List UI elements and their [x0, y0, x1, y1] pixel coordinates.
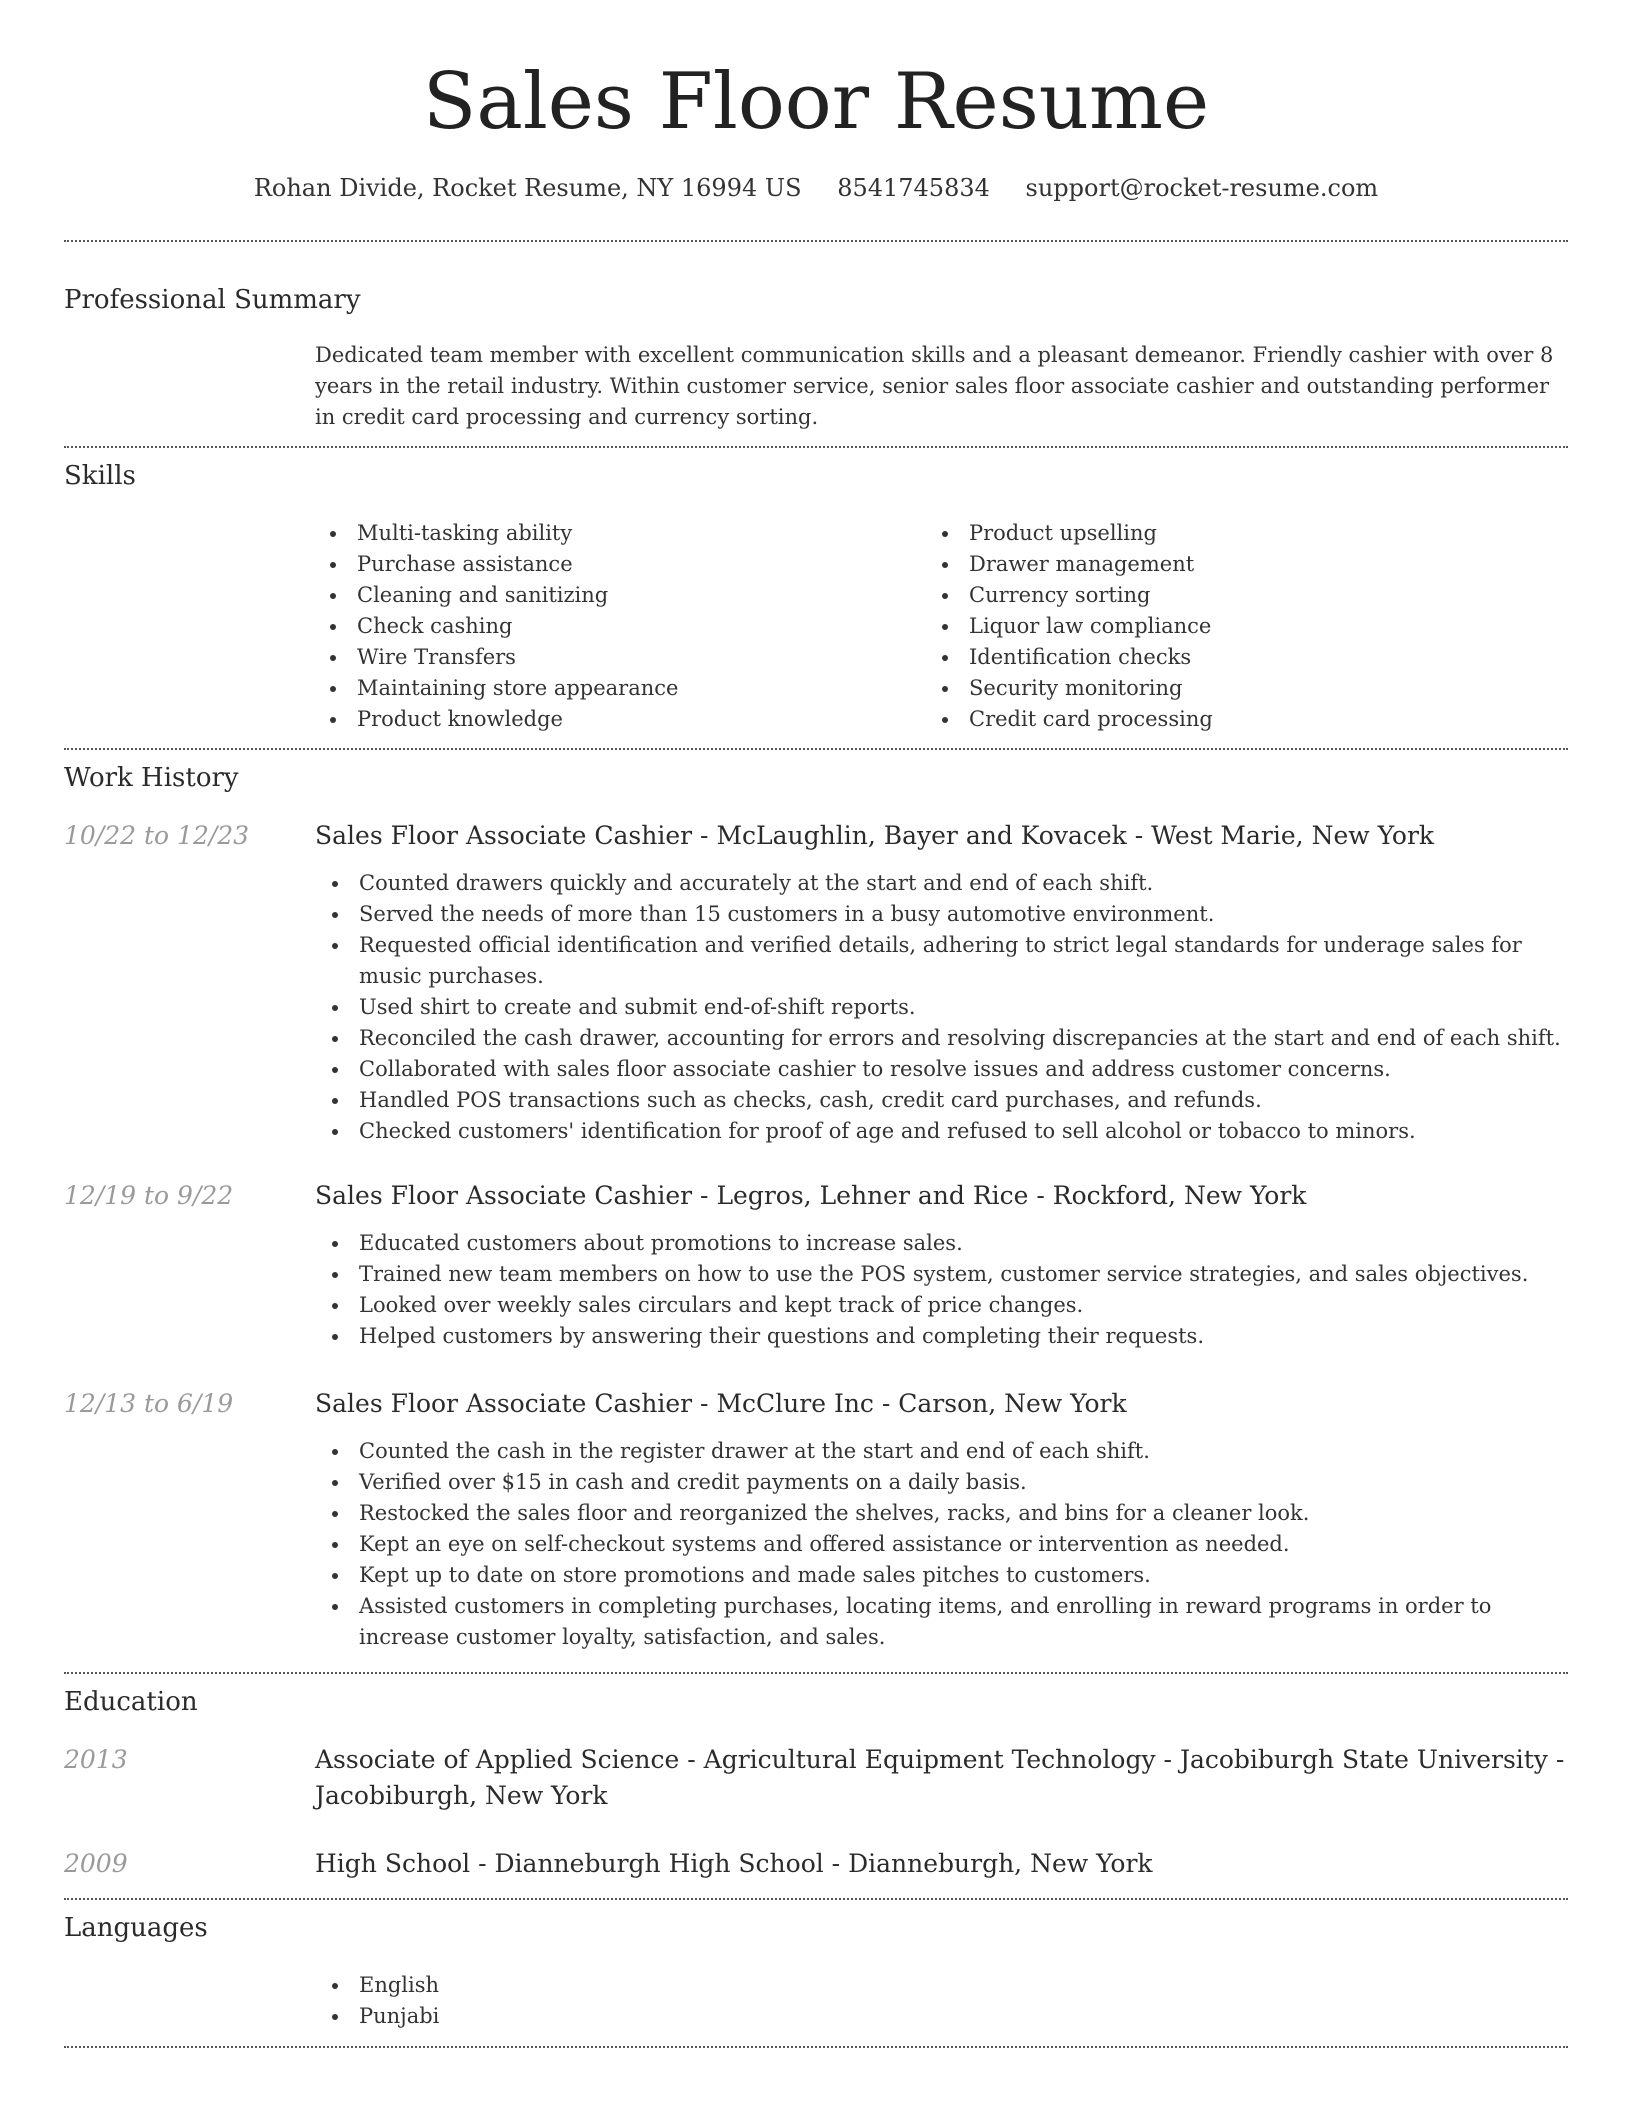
job-bullet: Checked customers' identification for proof of age and refused to sell alcohol or tobacco to minors.: [315, 1116, 1565, 1147]
section-divider: [64, 1672, 1568, 1674]
skills-heading: Skills: [64, 461, 136, 491]
job-bullet: Helped customers by answering their questions and completing their requests.: [315, 1321, 1565, 1352]
contact-line: [0, 170, 1632, 206]
job-bullet-list: [315, 1436, 1565, 1653]
job-bullet: Trained new team members on how to use the POS system, customer service strategies, and sales objectives.: [315, 1259, 1565, 1290]
skill-item: Maintaining store appearance: [313, 673, 913, 704]
job-bullet: Restocked the sales floor and reorganized the shelves, racks, and bins for a cleaner look.: [315, 1498, 1565, 1529]
resume-title: Sales Floor Resume: [422, 57, 1210, 147]
job-title: Sales Floor Associate Cashier - McClure Inc - Carson, New York: [315, 1389, 1127, 1418]
languages-heading: Languages: [64, 1913, 208, 1943]
skills-list-left: [313, 518, 913, 735]
job-bullet: Counted the cash in the register drawer at the start and end of each shift.: [315, 1436, 1565, 1467]
job-bullet: Kept up to date on store promotions and made sales pitches to customers.: [315, 1560, 1565, 1591]
job-dates: 12/13 to 6/19: [64, 1389, 234, 1418]
section-divider: [64, 748, 1568, 750]
skill-item: Product knowledge: [313, 704, 913, 735]
job-bullet: Handled POS transactions such as checks, cash, credit card purchases, and refunds.: [315, 1085, 1565, 1116]
skill-item: Liquor law compliance: [925, 611, 1545, 642]
language-item: Punjabi: [315, 2001, 1565, 2032]
contact-address: Rohan Divide, Rocket Resume, NY 16994 US: [253, 174, 802, 202]
skill-item: Multi-tasking ability: [313, 518, 913, 549]
language-item: English: [315, 1970, 1565, 2001]
languages-list: [315, 1970, 1565, 2032]
contact-email: support@rocket-resume.com: [1025, 174, 1379, 202]
education-year: 2013: [64, 1745, 128, 1774]
job-bullet: Educated customers about promotions to increase sales.: [315, 1228, 1565, 1259]
job-bullet: Served the needs of more than 15 customers in a busy automotive environment.: [315, 899, 1565, 930]
skill-item: Identification checks: [925, 642, 1545, 673]
job-title: Sales Floor Associate Cashier - Legros, Lehner and Rice - Rockford, New York: [315, 1181, 1307, 1210]
skill-item: Product upselling: [925, 518, 1545, 549]
section-divider: [64, 2046, 1568, 2048]
education-heading: Education: [64, 1687, 198, 1717]
job-bullet: Verified over $15 in cash and credit payments on a daily basis.: [315, 1467, 1565, 1498]
contact-phone: 8541745834: [837, 174, 990, 202]
education-title: Associate of Applied Science - Agricultural Equipment Technology - Jacobiburgh State University - Jacobiburgh, New York: [315, 1745, 1565, 1810]
skill-item: Purchase assistance: [313, 549, 913, 580]
skill-item: Security monitoring: [925, 673, 1545, 704]
work-heading: Work History: [64, 763, 239, 793]
job-dates: 12/19 to 9/22: [64, 1181, 234, 1210]
summary-text: Dedicated team member with excellent communication skills and a pleasant demeanor. Friendly cashier with over 8 years in the retail industry. Within customer service, senior sales floor associate cashier and outstanding performer in credit card processing and currency sorting.: [315, 343, 1554, 429]
skill-item: Check cashing: [313, 611, 913, 642]
job-bullet-list: [315, 1228, 1565, 1352]
job-bullet: Assisted customers in completing purchases, locating items, and enrolling in reward programs in order to increase customer loyalty, satisfaction, and sales.: [315, 1591, 1565, 1653]
job-bullet-list: [315, 868, 1565, 1147]
summary-heading: Professional Summary: [64, 285, 361, 315]
job-bullet: Collaborated with sales floor associate cashier to resolve issues and address customer concerns.: [315, 1054, 1565, 1085]
job-title: Sales Floor Associate Cashier - McLaughlin, Bayer and Kovacek - West Marie, New York: [315, 821, 1435, 850]
section-divider: [64, 1898, 1568, 1900]
job-bullet: Used shirt to create and submit end-of-shift reports.: [315, 992, 1565, 1023]
skill-item: Currency sorting: [925, 580, 1545, 611]
education-title: High School - Dianneburgh High School - Dianneburgh, New York: [315, 1849, 1153, 1878]
section-divider: [64, 446, 1568, 448]
skills-list-right: [925, 518, 1545, 735]
job-bullet: Looked over weekly sales circulars and kept track of price changes.: [315, 1290, 1565, 1321]
job-bullet: Reconciled the cash drawer, accounting for errors and resolving discrepancies at the start and end of each shift.: [315, 1023, 1565, 1054]
job-bullet: Kept an eye on self-checkout systems and offered assistance or intervention as needed.: [315, 1529, 1565, 1560]
job-dates: 10/22 to 12/23: [64, 821, 250, 850]
job-bullet: Counted drawers quickly and accurately at the start and end of each shift.: [315, 868, 1565, 899]
section-divider: [64, 240, 1568, 242]
skill-item: Credit card processing: [925, 704, 1545, 735]
skill-item: Drawer management: [925, 549, 1545, 580]
education-year: 2009: [64, 1849, 128, 1878]
job-bullet: Requested official identification and verified details, adhering to strict legal standards for underage sales for music purchases.: [315, 930, 1565, 992]
skill-item: Wire Transfers: [313, 642, 913, 673]
skill-item: Cleaning and sanitizing: [313, 580, 913, 611]
